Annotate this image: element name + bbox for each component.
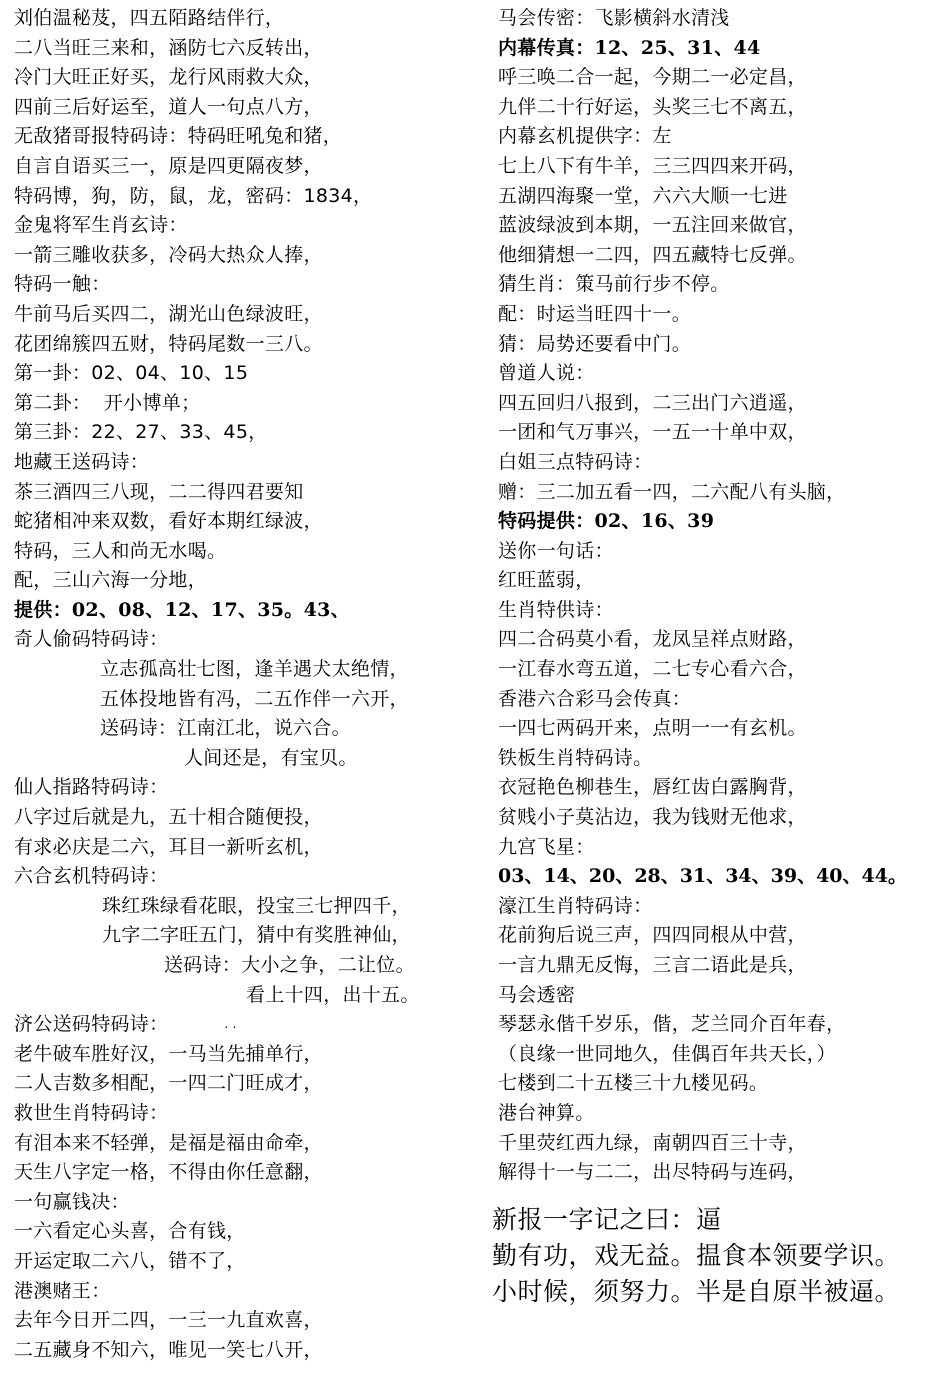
text-line: 茶三酒四三八现，二二得四君要知 — [14, 480, 304, 503]
text-line: 配，三山六海一分地， — [14, 569, 208, 592]
text-line: 五体投地皆有冯，二五作伴一六开， — [100, 687, 409, 710]
text-line: 猜：局势还要看中门。 — [498, 332, 692, 355]
text-line: 一箭三雕收获多，冷码大热众人捧， — [14, 243, 323, 266]
numbers-line: 内幕传真：12、25、31、44 — [498, 36, 761, 59]
text-line: 蓝波绿波到本期，一五注回来做官， — [498, 214, 807, 237]
text-line: 自言自语买三一，原是四更隔夜梦， — [14, 154, 323, 177]
text-line: 有泪本来不轻弹，是福是福由命牵， — [14, 1131, 323, 1154]
text-line: 五湖四海聚一堂，六六大顺一七进 — [498, 184, 788, 207]
section-heading: 马会透密 — [498, 983, 576, 1006]
motto-block — [492, 1202, 932, 1310]
text-line: 老牛破车胜好汉，一马当先捕单行， — [14, 1042, 323, 1065]
text-line: 人间还是，有宝贝。 — [184, 746, 358, 769]
text-line: 第一卦：02、04、10、15 — [14, 362, 249, 385]
text-line: 珠红珠绿看花眼，投宝三七押四千， — [102, 894, 411, 917]
text-line: 解得十一与二二，出尽特码与连码， — [498, 1161, 807, 1184]
numbers-line: 03、14、20、28、31、34、39、40、44。 — [498, 865, 907, 888]
section-heading: 港台神算。 — [498, 1101, 595, 1124]
text-line: 衣冠艳色柳巷生，唇红齿白露胸背， — [498, 776, 807, 799]
text-line: 一六看定心头喜，合有钱， — [14, 1220, 246, 1243]
text-line: 四前三后好运至，道人一句点八方， — [14, 95, 323, 118]
section-heading: 铁板生肖特码诗。 — [498, 746, 653, 769]
text-line: 刘伯温秘芨，四五陌路结伴行， — [14, 7, 285, 29]
text-line: 九伴二十行好运，头奖三七不离五， — [498, 95, 807, 118]
text-line: 二人吉数多相配，一四二门旺成才， — [14, 1072, 323, 1095]
text-line: 红旺蓝弱， — [498, 569, 595, 592]
text-line: 第三卦：22、27、33、45， — [14, 421, 268, 444]
text-line: 贫贱小子莫沾边，我为钱财无他求， — [498, 806, 807, 829]
numbers-line: 提供：02、08、12、17、35。43、 — [14, 598, 350, 621]
section-heading: 白姐三点特码诗： — [498, 450, 653, 473]
text-line: 四二合码莫小看，龙凤呈祥点财路， — [498, 628, 807, 651]
section-heading: 六合玄机特码诗： — [14, 865, 169, 888]
text-line: 配：时运当旺四十一。 — [498, 302, 692, 325]
text-line: 有求必庆是二六，耳目一新听玄机， — [14, 835, 323, 858]
text-line: 花团绵簇四五财，特码尾数一三八。 — [14, 332, 323, 355]
text-line: 他细猜想一二四，四五藏特七反弹。 — [498, 243, 807, 266]
text-line: （良缘一世同地久，佳偶百年共天长，） — [498, 1042, 836, 1065]
text-line: 看上十四，出十五。 — [246, 983, 420, 1006]
section-heading: 金鬼将军生肖玄诗： — [14, 214, 188, 237]
text-line: 九字二字旺五门，猜中有奖胜神仙， — [102, 924, 411, 947]
section-heading: 济公送码特码诗： — [14, 1013, 169, 1036]
section-heading: 生肖特供诗： — [498, 598, 614, 621]
text-line: 牛前马后买四二，湖光山色绿波旺， — [14, 302, 323, 325]
text-line: 送码诗：大小之争，二让位。 — [164, 954, 415, 976]
text-line: 第二卦： 开小博单； — [14, 391, 201, 414]
text-line: 四五回归八报到，二三出门六逍遥， — [498, 391, 807, 414]
section-heading: 马会传密：飞影横斜水清浅 — [498, 7, 730, 29]
section-heading: 濠江生肖特码诗： — [498, 894, 653, 917]
section-heading: 仙人指路特码诗： — [14, 776, 169, 799]
left-column — [14, 4, 482, 1365]
text-line: 琴瑟永偕千岁乐，偕，芝兰同介百年春， — [498, 1013, 846, 1036]
text-line: 二五藏身不知六，唯见一笑七八开， — [14, 1338, 323, 1361]
text-line: 二八当旺三来和，涵防七六反转出， — [14, 36, 323, 59]
section-heading: 一句赢钱决： — [14, 1190, 130, 1213]
section-heading: 送你一句话： — [498, 539, 614, 562]
text-line: 八字过后就是九，五十相合随便投， — [14, 806, 323, 829]
text-line: 立志孤高壮七图，逢羊遇犬太绝情， — [100, 658, 409, 681]
section-heading: 九宫飞星： — [498, 835, 595, 858]
right-column — [498, 4, 930, 1188]
text-line: 特码博，狗，防，鼠，龙，密码：1834， — [14, 184, 373, 207]
stray-dots: . . — [224, 1017, 237, 1032]
text-line: 一团和气万事兴，一五一十单中双， — [498, 421, 807, 444]
section-heading: 曾道人说： — [498, 362, 595, 385]
text-line: 一四七两码开来，点明一一有玄机。 — [498, 717, 807, 740]
section-heading: 内幕玄机提供字：左 — [498, 125, 672, 148]
text-line: 蛇猪相冲来双数，看好本期红绿波， — [14, 510, 323, 533]
text-line: 开运定取二六八，错不了， — [14, 1249, 246, 1272]
text-line: 猜生肖：策马前行步不停。 — [498, 273, 730, 296]
text-line: 花前狗后说三声，四四同根从中营， — [498, 924, 807, 947]
text-line: 赠：三二加五看一四，二六配八有头脑， — [498, 480, 846, 503]
motto-line: 勤有功，戏无益。揾食本领要学识。 — [492, 1241, 901, 1270]
section-heading: 无敌猪哥报特码诗：特码旺吼兔和猪， — [14, 125, 343, 148]
numbers-line: 特码提供：02、16、39 — [498, 510, 715, 533]
text-line: 一言九鼎无反悔，三言二语此是兵， — [498, 954, 807, 976]
section-heading-row — [14, 1010, 482, 1040]
text-line: 天生八字定一格，不得由你任意翻， — [14, 1161, 323, 1184]
text-line: 七楼到二十五楼三十九楼见码。 — [498, 1072, 769, 1095]
text-line: 一江春水弯五道，二七专心看六合， — [498, 658, 807, 681]
section-heading: 港澳赌王： — [14, 1279, 111, 1302]
text-line: 七上八下有牛羊，三三四四来开码， — [498, 154, 807, 177]
section-heading: 救世生肖特码诗： — [14, 1101, 169, 1124]
text-line: 呼三唤二合一起，今期二一必定昌， — [498, 66, 807, 89]
text-line: 送码诗：江南江北，说六合。 — [100, 717, 351, 740]
text-line: 去年今日开二四，一三一九直欢喜， — [14, 1309, 323, 1332]
motto-line: 小时候，须努力。半是自原半被逼。 — [492, 1277, 901, 1306]
text-line: 特码，三人和尚无水喝。 — [14, 539, 227, 562]
section-heading: 奇人偷码特码诗： — [14, 628, 169, 651]
section-heading: 地藏王送码诗： — [14, 450, 150, 473]
text-line: 冷门大旺正好买，龙行风雨救大众， — [14, 66, 323, 89]
section-heading: 特码一触： — [14, 273, 111, 296]
section-heading: 香港六合彩马会传真： — [498, 687, 692, 710]
text-line: 千里荧红西九绿，南朝四百三十寺， — [498, 1131, 807, 1154]
motto-title: 新报一字记之曰：逼 — [492, 1205, 722, 1234]
